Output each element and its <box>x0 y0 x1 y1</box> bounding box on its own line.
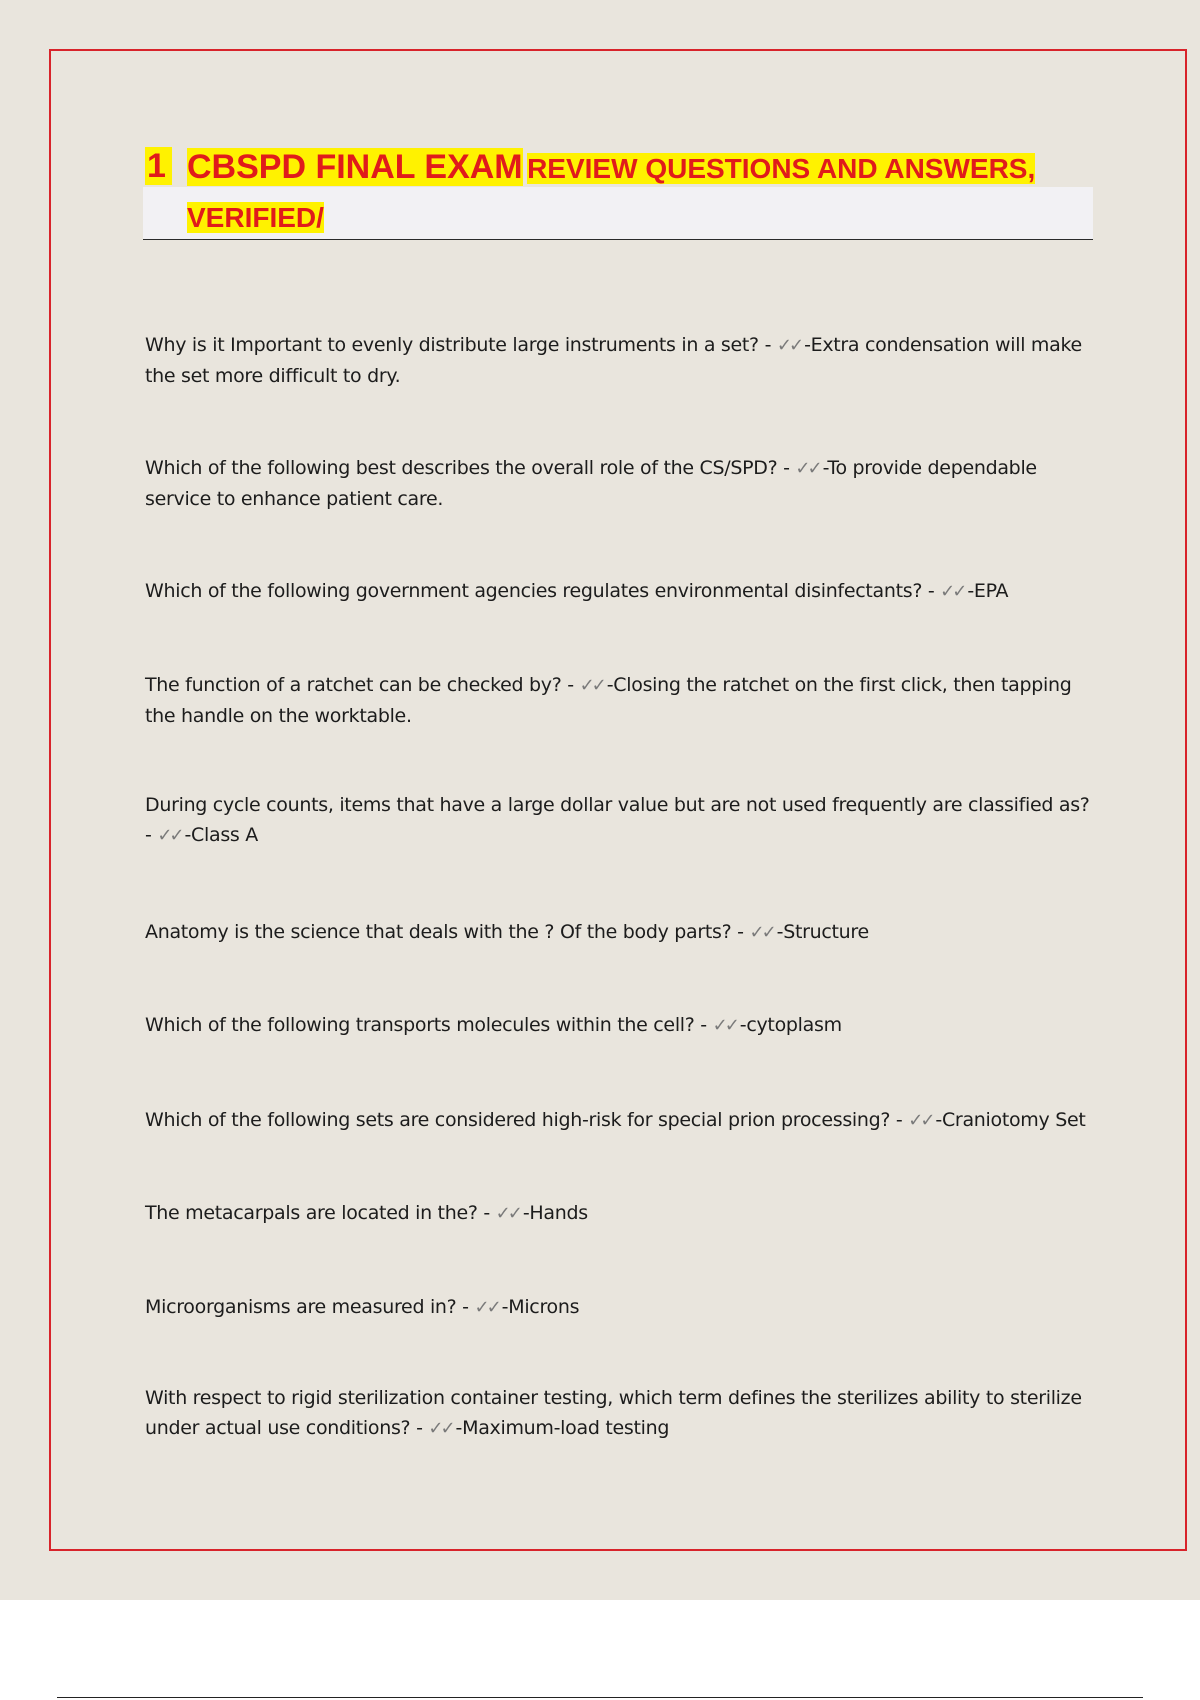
qa-item <box>145 790 1095 851</box>
answer-text: -Structure <box>776 921 869 943</box>
question-text: Why is it Important to evenly distribute large instruments in a set? - <box>145 334 772 356</box>
title-number: 1 <box>145 147 172 185</box>
qa-item <box>145 670 1095 731</box>
question-text: Which of the following best describes the overall role of the CS/SPD? - <box>145 457 790 479</box>
question-text: The metacarpals are located in the? - <box>145 1202 490 1224</box>
qa-item <box>145 917 1095 948</box>
double-check-icon: ✓✓ <box>428 1418 453 1439</box>
document-title-block <box>143 145 1093 240</box>
double-check-icon: ✓✓ <box>795 458 820 479</box>
question-text: Which of the following transports molecules within the cell? - <box>145 1014 707 1036</box>
answer-text: -EPA <box>967 580 1009 602</box>
double-check-icon: ✓✓ <box>495 1203 520 1224</box>
title-sub: REVIEW QUESTIONS AND ANSWERS, <box>527 153 1036 184</box>
double-check-icon: ✓✓ <box>776 335 802 356</box>
question-text: With respect to rigid sterilization container testing, which term defines the sterilizes ability to sterilize under actual use conditions? - <box>145 1387 1082 1439</box>
answer-text: -Extra condensation will make the set more difficult to dry. <box>145 334 1082 387</box>
title-main: CBSPD FINAL EXAM <box>187 148 523 186</box>
qa-item <box>145 453 1095 514</box>
answer-text: -Class A <box>184 824 258 846</box>
double-check-icon: ✓✓ <box>157 825 182 846</box>
qa-item <box>145 576 1095 607</box>
question-text: Which of the following sets are considered high-risk for special prion processing? - <box>145 1109 903 1131</box>
footer-divider <box>57 1697 1143 1698</box>
double-check-icon: ✓✓ <box>712 1015 737 1036</box>
answer-text: -Hands <box>522 1202 588 1224</box>
qa-item <box>145 330 1095 391</box>
question-text: Microorganisms are measured in? - <box>145 1296 469 1318</box>
title-sub-line2: VERIFIED/ <box>187 202 324 233</box>
double-check-icon: ✓✓ <box>940 581 965 602</box>
answer-text: -Craniotomy Set <box>935 1109 1086 1131</box>
qa-item <box>145 1292 1095 1323</box>
double-check-icon: ✓✓ <box>749 922 774 943</box>
double-check-icon: ✓✓ <box>908 1110 933 1131</box>
question-text: Which of the following government agencies regulates environmental disinfectants? - <box>145 580 935 602</box>
answer-text: -To provide dependable service to enhance patient care. <box>145 457 1037 510</box>
double-check-icon: ✓✓ <box>579 675 604 696</box>
qa-item <box>145 1198 1095 1229</box>
qa-item <box>145 1105 1095 1136</box>
document-title <box>187 145 1087 245</box>
question-text: The function of a ratchet can be checked by? - <box>145 674 574 696</box>
qa-item <box>145 1383 1095 1444</box>
answer-text: -Microns <box>501 1296 580 1318</box>
answer-text: -Maximum-load testing <box>455 1417 670 1439</box>
qa-item <box>145 1010 1095 1041</box>
question-text: During cycle counts, items that have a large dollar value but are not used frequently are classified as? - <box>145 794 1090 846</box>
answer-text: -Closing the ratchet on the first click, then tapping the handle on the worktable. <box>145 674 1072 727</box>
question-text: Anatomy is the science that deals with the ? Of the body parts? - <box>145 921 744 943</box>
double-check-icon: ✓✓ <box>474 1297 499 1318</box>
answer-text: -cytoplasm <box>739 1014 842 1036</box>
